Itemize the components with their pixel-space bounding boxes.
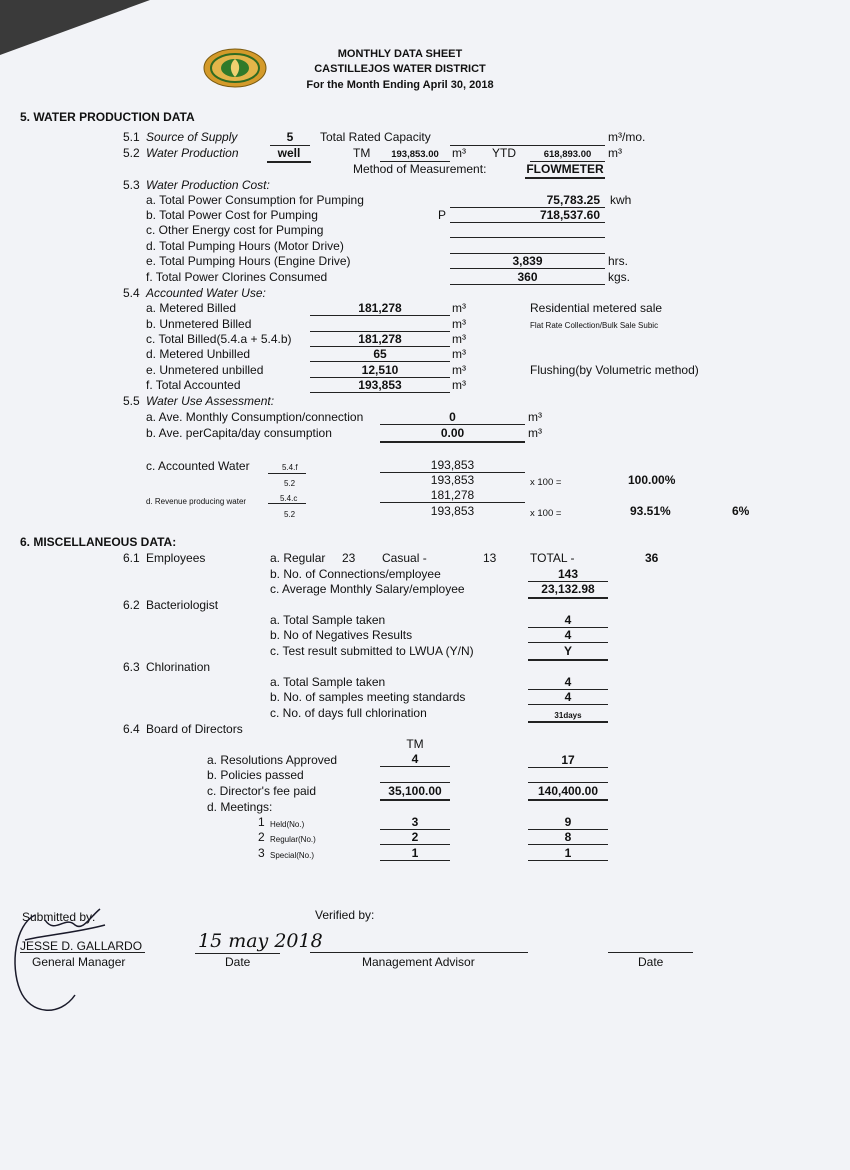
unmetered-unbilled-label: e. Unmetered unbilled [146,363,264,377]
board-tm-header: TM [406,737,424,751]
capacity-unit: m³/mo. [608,130,646,144]
meeting-held-tm: 3 [411,815,419,829]
pumping-hours-unit: hrs. [608,254,629,268]
chlorination-label: Chlorination [146,660,211,674]
resolutions-tm: 4 [411,752,419,766]
report-period: For the Month Ending April 30, 2018 [306,79,494,91]
date-label: Date [225,955,251,969]
underline [267,161,311,163]
handwritten-date: 15 may 2018 [198,930,323,952]
fraction-bar [268,503,306,504]
unmetered-unbilled-unit: m³ [452,363,466,377]
metered-billed-label: a. Metered Billed [146,301,237,315]
item-5-4-number: 5.4 [123,286,140,300]
underline [528,782,608,783]
sheet-title: MONTHLY DATA SHEET [337,48,463,60]
power-consumption-value: 75,783.25 [546,193,600,207]
underline [380,799,450,801]
directors-fee-ytd: 140,400.00 [537,784,599,798]
date-line [195,953,280,954]
date2-label: Date [638,955,664,969]
total-billed-value: 181,278 [358,332,402,346]
underline [450,284,605,285]
other-energy-cost-label: c. Other Energy cost for Pumping [146,223,324,237]
management-advisor-label: Management Advisor [362,955,475,969]
underline [528,642,608,643]
meeting-special-number: 3 [258,846,265,860]
underline [310,315,450,316]
item-5-3-number: 5.3 [123,178,140,192]
item-6-3-number: 6.3 [123,660,140,674]
total-billed-label: c. Total Billed(5.4.a + 5.4.b) [146,332,292,346]
revenue-numerator-value: 181,278 [430,488,475,502]
bact-total-sample-label: a. Total Sample taken [270,613,386,627]
metered-billed-unit: m³ [452,301,466,315]
employees-label: Employees [146,551,206,565]
item-5-5-number: 5.5 [123,394,140,408]
accounted-numerator-value: 193,853 [430,473,475,487]
accounted-water-ratio-label: c. Accounted Water [146,459,250,473]
underline [528,597,608,599]
underline [528,799,608,801]
meeting-special-ytd: 1 [564,846,572,860]
metered-billed-note: Residential metered sale [530,301,663,315]
underline [380,441,525,443]
meeting-held-ytd: 9 [564,815,572,829]
page-corner-shadow [0,0,150,55]
meeting-regular-number: 2 [258,830,265,844]
policies-passed-label: b. Policies passed [207,768,304,782]
water-production-value: well [277,146,301,160]
connections-per-employee-value: 143 [557,567,579,581]
underline [528,659,608,661]
item-6-1-number: 6.1 [123,551,140,565]
underline [310,392,450,393]
underline [380,844,450,845]
unmetered-billed-unit: m³ [452,317,466,331]
manager-position: General Manager [32,955,126,969]
ave-percapita-label: b. Ave. perCapita/day consumption [146,426,332,440]
ytd-unit: m³ [608,146,622,160]
chlorine-consumed-value: 360 [517,270,538,284]
underline [528,860,608,861]
meeting-regular-ytd: 8 [564,830,572,844]
underline [310,361,450,362]
item-6-2-number: 6.2 [123,598,140,612]
underline [380,782,450,783]
casual-label: Casual - [382,551,427,565]
meeting-special-label: Special(No.) [270,851,315,860]
power-consumption-label: a. Total Power Consumption for Pumping [146,193,364,207]
connections-per-employee-label: b. No. of Connections/employee [270,567,441,581]
advisor-signature-line [310,952,528,953]
accounted-multiplier: x 100 = [530,477,562,488]
bact-submitted-value: Y [563,644,572,658]
revenue-producing-label: d. Revenue producing water [146,497,247,506]
underline [450,222,605,223]
accounted-water-use-label: Accounted Water Use: [146,286,266,300]
district-name: CASTILLEJOS WATER DISTRICT [314,63,486,75]
total-rated-capacity-label: Total Rated Capacity [320,130,431,144]
section-6-title: 6. MISCELLANEOUS DATA: [20,535,177,549]
total-accounted-value: 193,853 [358,378,402,392]
source-of-supply-label: Source of Supply [146,130,238,144]
resolutions-ytd: 17 [561,753,575,767]
tm-label: TM [353,146,371,160]
unmetered-billed-label: b. Unmetered Billed [146,317,252,331]
ytd-label: YTD [492,146,516,160]
water-production-cost-label: Water Production Cost: [146,178,270,192]
average-salary-value: 23,132.98 [541,582,595,596]
source-of-supply-value: 5 [286,130,294,144]
date2-line [608,952,693,953]
section-5-title: 5. WATER PRODUCTION DATA [20,110,195,124]
total-employees-value: 36 [645,551,659,565]
power-cost-value: 718,537.60 [539,208,600,222]
revenue-extra-percent: 6% [732,504,750,518]
chlor-total-sample-label: a. Total Sample taken [270,675,386,689]
pumping-hours-engine-value: 3,839 [512,254,543,268]
revenue-denominator-value: 193,853 [430,504,475,518]
chlor-days-label: c. No. of days full chlorination [270,706,427,720]
chlor-standards-value: 4 [564,690,572,704]
directors-fee-tm: 35,100.00 [388,784,442,798]
bacteriologist-label: Bacteriologist [146,598,219,612]
underline [450,237,605,238]
accounted-top-value: 193,853 [430,458,475,472]
meeting-special-tm: 1 [411,846,419,860]
submitted-by-label: Submitted by: [22,910,96,924]
bact-negatives-label: b. No of Negatives Results [270,628,413,642]
chlorine-unit: kgs. [608,270,631,284]
underline [528,844,608,845]
chlor-total-sample-value: 4 [564,675,572,689]
underline [380,424,525,425]
metered-unbilled-unit: m³ [452,347,466,361]
method-of-measurement-label: Method of Measurement: [353,162,487,176]
tm-unit: m³ [452,146,466,160]
total-employees-label: TOTAL - [530,551,575,565]
underline [528,767,608,768]
revenue-denominator-ref: 5.2 [284,510,296,519]
chlor-standards-label: b. No. of samples meeting standards [270,690,466,704]
resolutions-label: a. Resolutions Approved [207,753,338,767]
item-6-4-number: 6.4 [123,722,140,736]
verified-by-label: Verified by: [315,908,375,922]
item-5-2-number: 5.2 [123,146,140,160]
peso-prefix: P [438,208,447,222]
water-use-assessment-label: Water Use Assessment: [146,394,275,408]
ave-percapita-unit: m³ [528,426,542,440]
revenue-producing-result: 93.51% [630,504,671,518]
underline [450,268,605,269]
underline [528,704,608,705]
underline [380,502,525,503]
power-consumption-unit: kwh [610,193,632,207]
meetings-label: d. Meetings: [207,800,273,814]
accounted-denominator-ref: 5.2 [284,479,296,488]
metered-unbilled-label: d. Metered Unbilled [146,347,251,361]
underline [450,145,605,146]
chlor-days-value: 31days [554,711,582,720]
water-production-label: Water Production [146,146,239,160]
ave-percapita-value: 0.00 [440,426,465,440]
meeting-regular-tm: 2 [411,830,419,844]
total-accounted-unit: m³ [452,378,466,392]
power-cost-label: b. Total Power Cost for Pumping [146,208,318,222]
meeting-held-number: 1 [258,815,265,829]
unmetered-billed-note: Flat Rate Collection/Bulk Sale Subic [530,321,659,330]
pumping-hours-engine-label: e. Total Pumping Hours (Engine Drive) [146,254,351,268]
ave-monthly-consumption-label: a. Ave. Monthly Consumption/connection [146,410,364,424]
accounted-water-result: 100.00% [628,473,676,487]
regular-label: a. Regular [270,551,326,565]
pumping-hours-motor-label: d. Total Pumping Hours (Motor Drive) [146,239,344,253]
chlorine-consumed-label: f. Total Power Clorines Consumed [146,270,328,284]
metered-unbilled-value: 65 [373,347,387,361]
ytd-production-value: 618,893.00 [543,149,592,160]
underline [525,177,605,179]
bact-negatives-value: 4 [564,628,572,642]
meeting-regular-label: Regular(No.) [270,835,316,844]
fraction-bar [268,473,306,474]
bact-submitted-label: c. Test result submitted to LWUA (Y/N) [270,644,474,658]
underline [528,721,608,723]
ave-monthly-unit: m³ [528,410,542,424]
underline [380,860,450,861]
regular-value: 23 [342,551,356,565]
item-5-1-number: 5.1 [123,130,140,144]
unmetered-unbilled-note: Flushing(by Volumetric method) [530,363,699,377]
water-district-seal-icon [203,48,267,88]
board-of-directors-label: Board of Directors [146,722,243,736]
meeting-held-label: Held(No.) [270,820,305,829]
ave-monthly-consumption-value: 0 [449,410,456,424]
metered-billed-value: 181,278 [358,301,402,315]
manager-name: JESSE D. GALLARDO [20,939,143,953]
accounted-numerator-ref: 5.4.f [282,463,298,472]
total-billed-unit: m³ [452,332,466,346]
underline [380,766,450,767]
method-of-measurement-value: FLOWMETER [526,162,604,176]
revenue-multiplier: x 100 = [530,508,562,519]
casual-value: 13 [483,551,497,565]
average-salary-label: c. Average Monthly Salary/employee [270,582,465,596]
unmetered-unbilled-value: 12,510 [361,363,399,377]
tm-production-value: 193,853.00 [391,149,439,160]
bact-total-sample-value: 4 [564,613,572,627]
directors-fee-label: c. Director's fee paid [207,784,317,798]
total-accounted-label: f. Total Accounted [146,378,241,392]
revenue-numerator-ref: 5.4.c [280,494,298,503]
